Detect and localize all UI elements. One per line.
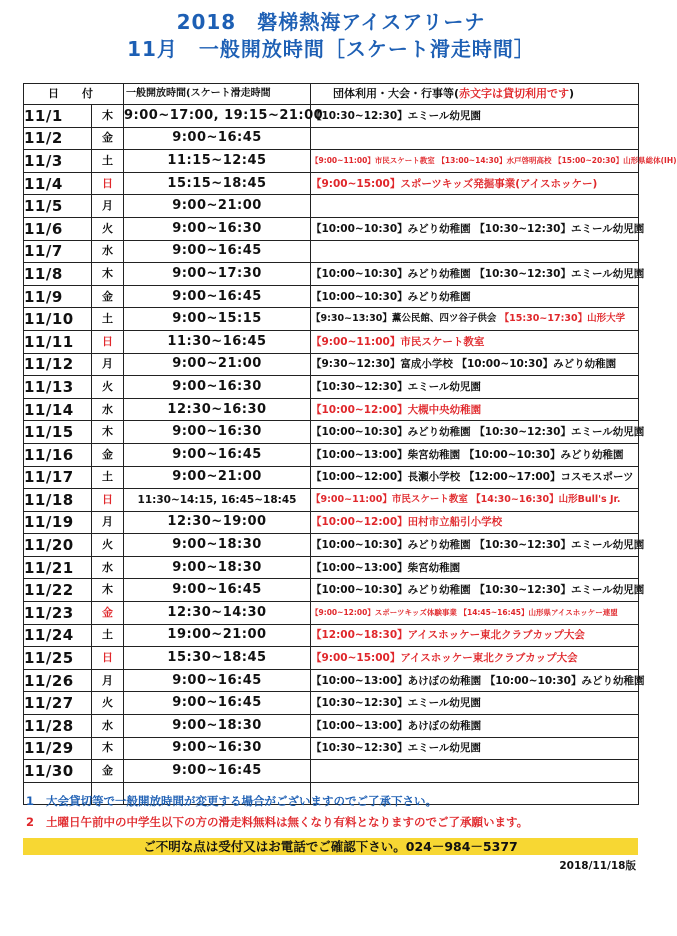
row-events xyxy=(311,217,645,240)
row-date: 11/18 xyxy=(24,489,92,512)
table-row xyxy=(24,172,639,195)
row-date: 11/7 xyxy=(24,240,92,263)
event-entry: 【9:30~13:30】薫公民館、四ツ谷子供会 xyxy=(311,313,497,325)
event-entry: 【9:30~12:30】富成小学校 xyxy=(311,358,453,371)
event-entry: 【10:00~12:00】長瀬小学校 xyxy=(311,471,461,484)
row-weekday: 火 xyxy=(92,692,124,715)
row-weekday: 日 xyxy=(92,330,124,353)
row-weekday: 木 xyxy=(92,105,124,128)
event-entry: 【10:30~12:30】エミール幼児園 xyxy=(311,697,481,710)
row-events xyxy=(311,353,639,376)
event-entry: 【10:30~12:30】エミール幼児園 xyxy=(474,426,645,439)
event-entry: 【9:00~11:00】市民スケート教室 xyxy=(311,335,485,348)
table-header-row xyxy=(24,84,639,105)
header-date: 日 付 xyxy=(24,84,124,105)
row-weekday: 月 xyxy=(92,353,124,376)
row-events xyxy=(311,534,645,557)
row-events xyxy=(311,715,639,738)
row-date: 11/16 xyxy=(24,443,92,466)
row-weekday: 火 xyxy=(92,534,124,557)
event-entry: 【10:00~10:30】みどり幼稚園 xyxy=(484,674,645,687)
row-open-hours: 11:30~16:45 xyxy=(124,330,311,353)
row-date: 11/4 xyxy=(24,172,92,195)
table-row xyxy=(24,466,639,489)
row-events xyxy=(311,308,639,331)
row-events xyxy=(311,376,639,399)
row-date: 11/17 xyxy=(24,466,92,489)
row-date: 11/12 xyxy=(24,353,92,376)
table-row xyxy=(24,489,639,512)
row-date: 11/2 xyxy=(24,127,92,150)
row-date: 11/9 xyxy=(24,285,92,308)
row-weekday: 月 xyxy=(92,669,124,692)
event-entry: 【13:00~14:30】水戸啓明高校 xyxy=(437,155,552,165)
event-entry: 【10:00~10:30】みどり幼稚園 xyxy=(311,584,471,597)
table-row xyxy=(24,353,639,376)
table-row xyxy=(24,376,639,399)
event-entry: 【14:45~16:45】山形県アイスホッケー連盟 xyxy=(459,607,618,617)
contact-banner: ご不明な点は受付又はお電話でご確認下さい。024－984－5377 xyxy=(23,838,638,855)
row-open-hours: 9:00~16:30 xyxy=(124,217,311,240)
row-open-hours: 9:00~18:30 xyxy=(124,556,311,579)
row-open-hours: 9:00~16:30 xyxy=(124,376,311,399)
row-open-hours: 9:00~16:45 xyxy=(124,692,311,715)
row-events xyxy=(311,263,645,286)
row-events xyxy=(311,127,639,150)
row-weekday: 土 xyxy=(92,308,124,331)
note-text: 土曜日午前中の中学生以下の方の滑走料無料は無くなり有料となりますのでご了承願います。 xyxy=(46,815,529,829)
event-entry: 【10:00~10:30】みどり幼稚園 xyxy=(311,222,471,235)
event-entry: 【10:00~10:30】みどり幼稚園 xyxy=(311,267,471,280)
row-weekday: 火 xyxy=(92,376,124,399)
row-open-hours: 9:00~16:30 xyxy=(124,421,311,444)
row-open-hours: 9:00~15:15 xyxy=(124,308,311,331)
table-row xyxy=(24,105,639,128)
schedule-body xyxy=(24,105,677,805)
row-events xyxy=(311,692,639,715)
row-events xyxy=(311,466,639,489)
table-row xyxy=(24,240,639,263)
row-date: 11/24 xyxy=(24,624,92,647)
row-weekday: 金 xyxy=(92,127,124,150)
row-open-hours: 12:30~16:30 xyxy=(124,398,311,421)
event-entry: 【10:30~12:30】エミール幼児園 xyxy=(474,222,645,235)
header-open-hours: 一般開放時間(スケート滑走時間 xyxy=(124,84,311,105)
row-weekday: 土 xyxy=(92,150,124,173)
row-date: 11/25 xyxy=(24,647,92,670)
row-events xyxy=(311,737,639,760)
row-open-hours: 11:30~14:15, 16:45~18:45 xyxy=(124,489,311,512)
row-events xyxy=(311,421,645,444)
event-entry: 【10:30~12:30】エミール幼児園 xyxy=(474,584,645,597)
event-entry: 【12:00~18:30】アイスホッケー東北クラブカップ大会 xyxy=(311,629,585,642)
row-events xyxy=(311,760,639,783)
note-text: 大会貸切等で一般開放時間が変更する場合がございますのでご了承下さい。 xyxy=(46,794,437,808)
event-entry: 【10:30~12:30】エミール幼児園 xyxy=(474,539,645,552)
row-events xyxy=(311,579,645,602)
row-weekday: 金 xyxy=(92,760,124,783)
row-date: 11/15 xyxy=(24,421,92,444)
event-entry: 【9:00~15:00】アイスホッケー東北クラブカップ大会 xyxy=(311,652,578,665)
note-2 xyxy=(26,814,528,830)
row-date: 11/5 xyxy=(24,195,92,218)
table-row xyxy=(24,511,639,534)
row-date: 11/27 xyxy=(24,692,92,715)
row-open-hours: 9:00~16:45 xyxy=(124,240,311,263)
table-row xyxy=(24,760,639,783)
event-entry: 【10:00~10:30】みどり幼稚園 xyxy=(463,448,624,461)
row-events xyxy=(311,398,639,421)
row-open-hours: 9:00~16:30 xyxy=(124,737,311,760)
row-open-hours: 9:00~16:45 xyxy=(124,285,311,308)
row-events xyxy=(311,443,639,466)
table-row xyxy=(24,602,639,625)
row-open-hours: 19:00~21:00 xyxy=(124,624,311,647)
row-date: 11/26 xyxy=(24,669,92,692)
event-entry: 【9:00~12:00】スポーツキッズ体験事業 xyxy=(311,607,457,617)
event-entry: 【10:00~10:30】みどり幼稚園 xyxy=(311,290,471,303)
note-number: 1 xyxy=(26,794,35,808)
row-events xyxy=(311,489,639,512)
event-entry: 【10:00~13:00】あけぼの幼稚園 xyxy=(311,674,482,687)
event-entry: 【10:00~12:00】大槻中央幼稚園 xyxy=(311,403,482,416)
row-weekday: 木 xyxy=(92,421,124,444)
row-events xyxy=(311,669,645,692)
row-weekday: 水 xyxy=(92,398,124,421)
row-events xyxy=(311,195,639,218)
table-row xyxy=(24,556,639,579)
row-weekday: 火 xyxy=(92,217,124,240)
event-entry: 【9:00~11:00】市民スケート教室 xyxy=(311,493,468,505)
table-row xyxy=(24,534,639,557)
row-date: 11/30 xyxy=(24,760,92,783)
row-weekday: 木 xyxy=(92,579,124,602)
event-entry: 【10:00~10:30】みどり幼稚園 xyxy=(311,539,471,552)
row-weekday: 土 xyxy=(92,466,124,489)
note-number: 2 xyxy=(26,815,35,829)
event-entry: 【10:00~13:00】柴宮幼稚園 xyxy=(311,448,461,461)
row-open-hours: 9:00~16:45 xyxy=(124,760,311,783)
row-date: 11/1 xyxy=(24,105,92,128)
event-entry: 【10:30~12:30】エミール幼児園 xyxy=(311,380,481,393)
row-open-hours: 9:00~17:00, 19:15~21:00 xyxy=(124,105,311,128)
table-row xyxy=(24,421,639,444)
table-row xyxy=(24,692,639,715)
row-open-hours: 11:15~12:45 xyxy=(124,150,311,173)
row-date: 11/3 xyxy=(24,150,92,173)
row-weekday: 水 xyxy=(92,240,124,263)
row-date: 11/11 xyxy=(24,330,92,353)
row-events xyxy=(311,647,639,670)
row-weekday: 水 xyxy=(92,715,124,738)
row-date: 11/22 xyxy=(24,579,92,602)
row-weekday: 月 xyxy=(92,511,124,534)
header-events-label: 団体利用・大会・行事等( xyxy=(333,87,460,100)
row-events xyxy=(311,172,639,195)
row-weekday: 木 xyxy=(92,737,124,760)
event-entry: 【9:00~15:00】スポーツキッズ発掘事業(アイスホッケー) xyxy=(311,177,598,190)
schedule-table xyxy=(23,83,677,805)
table-row xyxy=(24,195,639,218)
table-row xyxy=(24,624,639,647)
event-entry: 【10:30~12:30】エミール幼児園 xyxy=(311,742,481,755)
row-date: 11/29 xyxy=(24,737,92,760)
row-events xyxy=(311,602,639,625)
table-row xyxy=(24,647,639,670)
table-row xyxy=(24,715,639,738)
row-open-hours: 9:00~16:45 xyxy=(124,669,311,692)
row-weekday: 日 xyxy=(92,647,124,670)
row-date: 11/19 xyxy=(24,511,92,534)
event-entry: 【14:30~16:30】山形Bull's Jr. xyxy=(471,493,621,505)
event-entry: 【15:00~20:30】山形県総体(IH) xyxy=(554,155,677,165)
row-date: 11/13 xyxy=(24,376,92,399)
table-row xyxy=(24,443,639,466)
page-title-line2: 11月 一般開放時間［スケート滑走時間］ xyxy=(127,37,535,61)
row-open-hours: 12:30~14:30 xyxy=(124,602,311,625)
table-row xyxy=(24,127,639,150)
table-row xyxy=(24,308,639,331)
row-open-hours: 9:00~21:00 xyxy=(124,353,311,376)
row-weekday: 日 xyxy=(92,172,124,195)
header-events xyxy=(311,84,639,105)
table-row xyxy=(24,285,639,308)
row-weekday: 月 xyxy=(92,195,124,218)
row-date: 11/20 xyxy=(24,534,92,557)
row-weekday: 金 xyxy=(92,602,124,625)
event-entry: 【10:00~13:00】あけぼの幼稚園 xyxy=(311,719,482,732)
table-row xyxy=(24,669,639,692)
row-open-hours: 9:00~18:30 xyxy=(124,534,311,557)
row-open-hours: 9:00~16:45 xyxy=(124,443,311,466)
row-weekday: 金 xyxy=(92,285,124,308)
event-entry: 【12:00~17:00】コスモスポーツ xyxy=(463,471,634,484)
event-entry: 【9:00~11:00】市民スケート教室 xyxy=(311,155,435,165)
table-row xyxy=(24,150,639,173)
row-open-hours: 9:00~17:30 xyxy=(124,263,311,286)
row-events xyxy=(311,285,639,308)
row-open-hours: 15:30~18:45 xyxy=(124,647,311,670)
row-open-hours: 9:00~16:45 xyxy=(124,127,311,150)
row-open-hours: 9:00~16:45 xyxy=(124,579,311,602)
page-title-line1: 2018 磐梯熱海アイスアリーナ xyxy=(176,10,486,34)
event-entry: 【10:00~10:30】みどり幼稚園 xyxy=(311,426,471,439)
table-row xyxy=(24,737,639,760)
row-weekday: 水 xyxy=(92,556,124,579)
table-row xyxy=(24,263,639,286)
row-events xyxy=(311,105,639,128)
row-date: 11/28 xyxy=(24,715,92,738)
row-date: 11/10 xyxy=(24,308,92,331)
event-entry: 【15:30~17:30】山形大学 xyxy=(499,313,626,325)
version-stamp: 2018/11/18版 xyxy=(559,860,636,872)
event-entry: 【10:30~12:30】エミール幼児園 xyxy=(311,109,481,122)
table-row xyxy=(24,217,639,240)
event-entry: 【10:30~12:30】エミール幼児園 xyxy=(474,267,645,280)
event-entry: 【10:00~12:00】田村市立船引小学校 xyxy=(311,516,503,529)
row-open-hours: 9:00~21:00 xyxy=(124,466,311,489)
row-date: 11/14 xyxy=(24,398,92,421)
note-1 xyxy=(26,793,437,809)
row-date: 11/8 xyxy=(24,263,92,286)
table-row xyxy=(24,579,639,602)
row-open-hours: 9:00~21:00 xyxy=(124,195,311,218)
row-open-hours: 15:15~18:45 xyxy=(124,172,311,195)
row-open-hours: 12:30~19:00 xyxy=(124,511,311,534)
row-weekday: 木 xyxy=(92,263,124,286)
row-weekday: 日 xyxy=(92,489,124,512)
row-events xyxy=(311,150,677,173)
row-date: 11/21 xyxy=(24,556,92,579)
event-entry: 【10:00~13:00】柴宮幼稚園 xyxy=(311,561,461,574)
row-events xyxy=(311,556,639,579)
row-weekday: 金 xyxy=(92,443,124,466)
row-events xyxy=(311,624,639,647)
row-weekday: 土 xyxy=(92,624,124,647)
row-date: 11/23 xyxy=(24,602,92,625)
row-events xyxy=(311,330,639,353)
event-entry: 【10:00~10:30】みどり幼稚園 xyxy=(456,358,617,371)
row-open-hours: 9:00~18:30 xyxy=(124,715,311,738)
table-row xyxy=(24,398,639,421)
row-events xyxy=(311,511,639,534)
row-date: 11/6 xyxy=(24,217,92,240)
table-row xyxy=(24,330,639,353)
header-events-tail: ) xyxy=(569,87,575,100)
row-events xyxy=(311,240,639,263)
header-events-red-note: 赤文字は貸切利用です xyxy=(459,87,570,100)
